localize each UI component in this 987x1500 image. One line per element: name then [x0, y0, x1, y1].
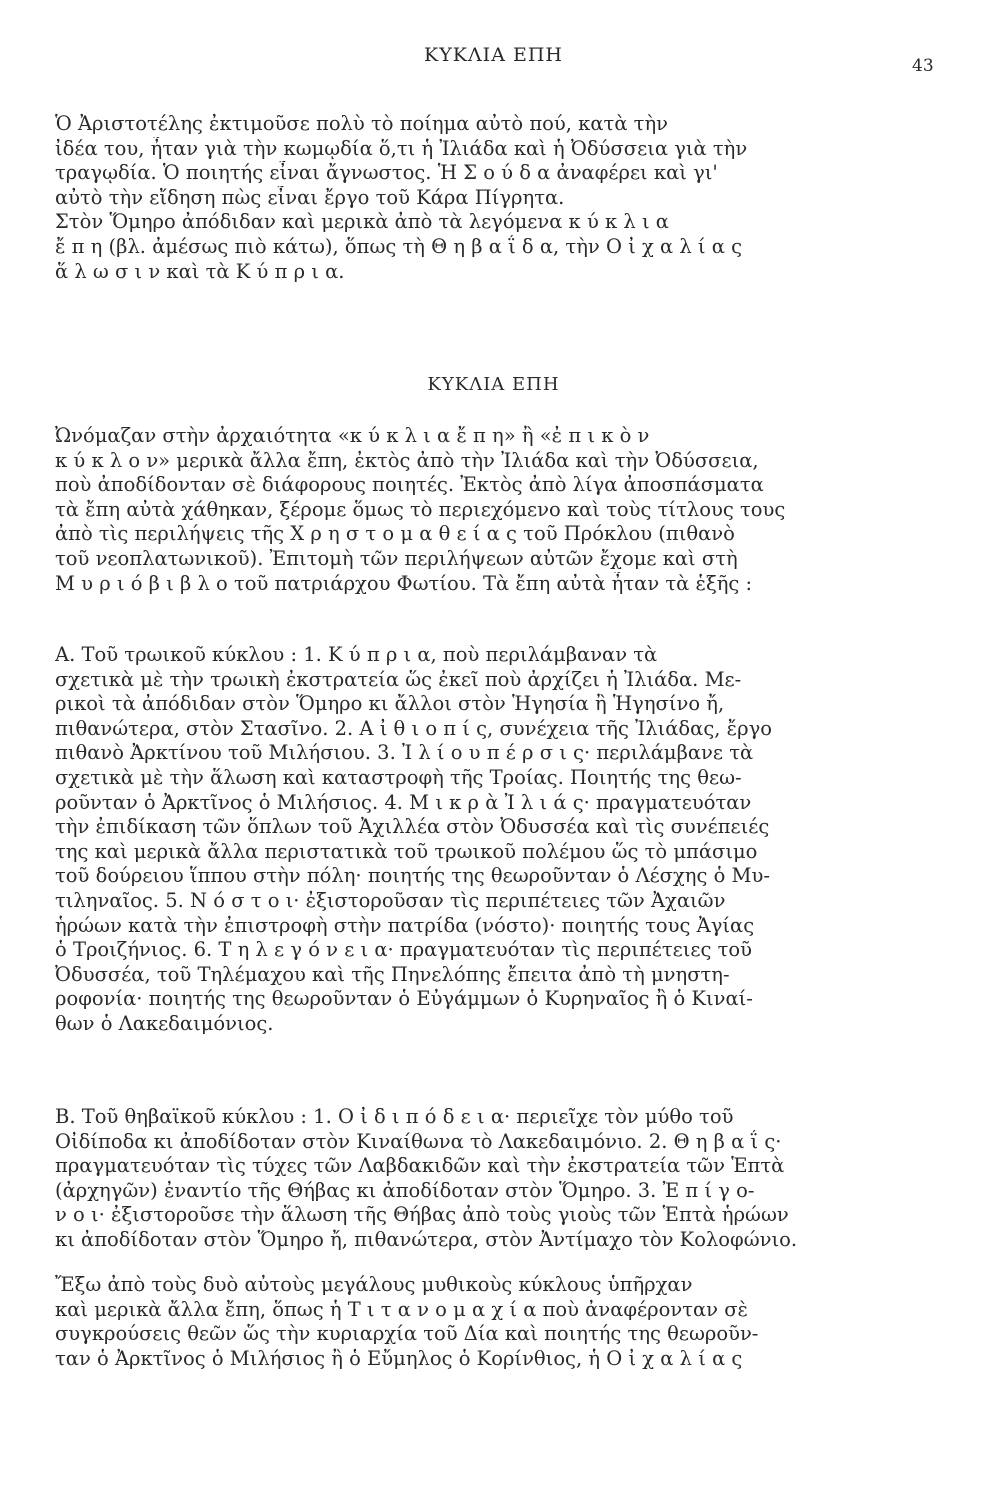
- text-line: Β. Τοῦ θηβαϊκοῦ κύκλου : 1. Ο ἰ δ ι π ό δ ε ι α· περιεῖχε τὸν μύθο τοῦ: [55, 1105, 734, 1128]
- text-line: Ὠνόμαζαν στὴν ἀρχαιότητα «κ ύ κ λ ι α ἔ π η» ἢ «ἐ π ι κ ὸ ν: [55, 424, 650, 447]
- text-line: θων ὁ Λακεδαιμόνιος.: [55, 1011, 274, 1035]
- text-line: ἡρώων κατὰ τὴν ἐπιστροφὴ στὴν πατρίδα (νόστο)· ποιητής τους Ἀγίας: [55, 913, 755, 937]
- text-line: ροῦνταν ὁ Ἀρκτῖνος ὁ Μιλήσιος. 4. Μ ι κ ρ ὰ Ἰ λ ι ά ς· πραγματευόταν: [55, 790, 752, 814]
- text-line: ροφονία· ποιητής της θεωροῦνταν ὁ Εὐγάμμων ὁ Κυρηναῖος ἢ ὁ Κιναί-: [55, 987, 753, 1011]
- text-line: ἀπὸ τὶς περιλήψεις τῆς Χ ρ η σ τ ο μ α θ ε ί α ς τοῦ Πρόκλου (πιθανὸ: [55, 522, 735, 546]
- text-line: Ὁ Ἀριστοτέλης ἐκτιμοῦσε πολὺ τὸ ποίημα αὐτὸ πού, κατὰ τὴν: [55, 112, 669, 135]
- text-line: συγκρούσεις θεῶν ὥς τὴν κυριαρχία τοῦ Δία καὶ ποιητής της θεωροῦν-: [55, 1322, 759, 1346]
- text-line: πιθανώτερα, στὸν Στασῖνο. 2. Α ἰ θ ι ο π ί ς, συνέχεια τῆς Ἰλιάδας, ἔργο: [55, 716, 772, 740]
- text-line: πιθανὸ Ἀρκτίνου τοῦ Μιλήσιου. 3. Ἰ λ ί ο υ π έ ρ σ ι ς· περιλάμβανε τὰ: [55, 741, 754, 765]
- text-line: πραγματευόταν τὶς τύχες τῶν Λαβδακιδῶν καὶ τὴν ἐκστρατεία τῶν Ἑπτὰ: [55, 1154, 785, 1178]
- text-line: ὁ Τροιζήνιος. 6. Τ η λ ε γ ό ν ε ι α· πραγματευόταν τὶς περιπέτειες τοῦ: [55, 938, 752, 962]
- text-line: ἔ π η (βλ. ἀμέσως πιὸ κάτω), ὅπως τὴ Θ η β α ΐ δ α, τὴν Ο ἰ χ α λ ί α ς: [55, 234, 743, 258]
- text-line: τοῦ νεοπλατωνικοῦ). Ἐπιτομὴ τῶν περιλήψεων αὐτῶν ἔχομε καὶ στὴ: [55, 546, 738, 570]
- text-line: ἅ λ ω σ ι ν καὶ τὰ Κ ύ π ρ ι α.: [55, 259, 345, 283]
- text-line: ρικοὶ τὰ ἀπόδιδαν στὸν Ὅμηρο κι ἄλλοι στὸν Ἡγησία ἢ Ἡγησίνο ἤ,: [55, 692, 725, 716]
- text-line: Ἔξω ἀπὸ τοὺς δυὸ αὐτοὺς μεγάλους μυθικοὺς κύκλους ὑπῆρχαν: [55, 1273, 693, 1296]
- text-line: τὴν ἐπιδίκαση τῶν ὅπλων τοῦ Ἀχιλλέα στὸν Ὀδυσσέα καὶ τὶς συνέπειές: [55, 815, 770, 839]
- text-line: κι ἀποδίδοταν στὸν Ὅμηρο ἤ, πιθανώτερα, στὸν Ἀντίμαχο τὸν Κολοφώνιο.: [55, 1227, 798, 1251]
- other-epics-paragraph: [55, 1273, 875, 1371]
- text-line: Μ υ ρ ι ό β ι β λ ο τοῦ πατριάρχου Φωτίου. Τὰ ἔπη αὐτὰ ἦταν τὰ ἑξῆς :: [55, 571, 753, 595]
- theban-cycle-paragraph: [55, 1105, 875, 1253]
- text-line: κ ύ κ λ ο ν» μερικὰ ἄλλα ἔπη, ἐκτὸς ἀπὸ τὴν Ἰλιάδα καὶ τὴν Ὀδύσσεια,: [55, 448, 759, 472]
- text-line: τὰ ἔπη αὐτὰ χάθηκαν, ξέρομε ὅμως τὸ περιεχόμενο καὶ τοὺς τίτλους τους: [55, 497, 786, 521]
- text-line: ταν ὁ Ἀρκτῖνος ὁ Μιλήσιος ἢ ὁ Εὔμηλος ὁ Κορίνθιος, ἡ Ο ἰ χ α λ ί α ς: [55, 1346, 743, 1370]
- text-line: τοῦ δούρειου ἵππου στὴν πόλη· ποιητής της θεωροῦνταν ὁ Λέσχης ὁ Μυ-: [55, 864, 770, 888]
- text-line: Α. Τοῦ τρωικοῦ κύκλου : 1. Κ ύ π ρ ι α, ποὺ περιλάμβαναν τὰ: [55, 643, 658, 666]
- running-head: ΚΥΚΛΙΑ ΕΠΗ: [424, 44, 563, 66]
- text-line: Οἰδίποδα κι ἀποδίδοταν στὸν Κιναίθωνα τὸ Λακεδαιμόνιο. 2. Θ η β α ΐ ς·: [55, 1129, 782, 1153]
- text-line: καὶ μερικὰ ἄλλα ἔπη, ὅπως ἡ Τ ι τ α ν ο μ α χ ί α ποὺ ἀναφέρονταν σὲ: [55, 1297, 748, 1321]
- text-line: Στὸν Ὅμηρο ἀπόδιδαν καὶ μερικὰ ἀπὸ τὰ λεγόμενα κ ύ κ λ ι α: [55, 210, 669, 234]
- text-line: τιληναῖος. 5. Ν ό σ τ ο ι· ἐξιστοροῦσαν τὶς περιπέτειες τῶν Ἀχαιῶν: [55, 888, 726, 912]
- section-heading: ΚΥΚΛΙΑ ΕΠΗ: [427, 374, 560, 395]
- trojan-cycle-paragraph: [55, 643, 875, 1037]
- text-line: ἰδέα του, ἦταν γιὰ τὴν κωμῳδία ὅ,τι ἡ Ἰλιάδα καὶ ἡ Ὀδύσσεια γιὰ τὴν: [55, 136, 748, 160]
- text-line: τραγῳδία. Ὁ ποιητής εἶναι ἄγνωστος. Ἡ Σ ο ύ δ α ἀναφέρει καὶ γι': [55, 161, 718, 185]
- page-number: 43: [912, 56, 934, 76]
- text-line: της καὶ μερικὰ ἄλλα περιστατικὰ τοῦ τρωικοῦ πολέμου ὥς τὸ μπάσιμο: [55, 839, 758, 863]
- text-line: αὐτὸ τὴν εἴδηση πὼς εἶναι ἔργο τοῦ Κάρα Πίγρητα.: [55, 185, 565, 209]
- intro-paragraphs: [55, 112, 875, 284]
- text-line: Ὀδυσσέα, τοῦ Τηλέμαχου καὶ τῆς Πηνελόπης ἔπειτα ἀπὸ τὴ μνηστη-: [55, 962, 730, 986]
- text-line: ν ο ι· ἐξιστοροῦσε τὴν ἅλωση τῆς Θήβας ἀπὸ τοὺς γιοὺς τῶν Ἑπτὰ ἡρώων: [55, 1203, 789, 1227]
- text-line: (ἀρχηγῶν) ἐναντίο τῆς Θήβας κι ἀποδίδοταν στὸν Ὅμηρο. 3. Ἐ π ί γ ο-: [55, 1178, 755, 1202]
- text-line: σχετικὰ μὲ τὴν ἅλωση καὶ καταστροφὴ τῆς Τροίας. Ποιητής της θεω-: [55, 765, 742, 789]
- section-intro-paragraph: [55, 424, 875, 596]
- text-line: ποὺ ἀποδίδονταν σὲ διάφορους ποιητές. Ἐκτὸς ἀπὸ λίγα ἀποσπάσματα: [55, 473, 764, 497]
- text-line: σχετικὰ μὲ τὴν τρωικὴ ἐκστρατεία ὥς ἐκεῖ ποὺ ἀρχίζει ἡ Ἰλιάδα. Με-: [55, 667, 742, 691]
